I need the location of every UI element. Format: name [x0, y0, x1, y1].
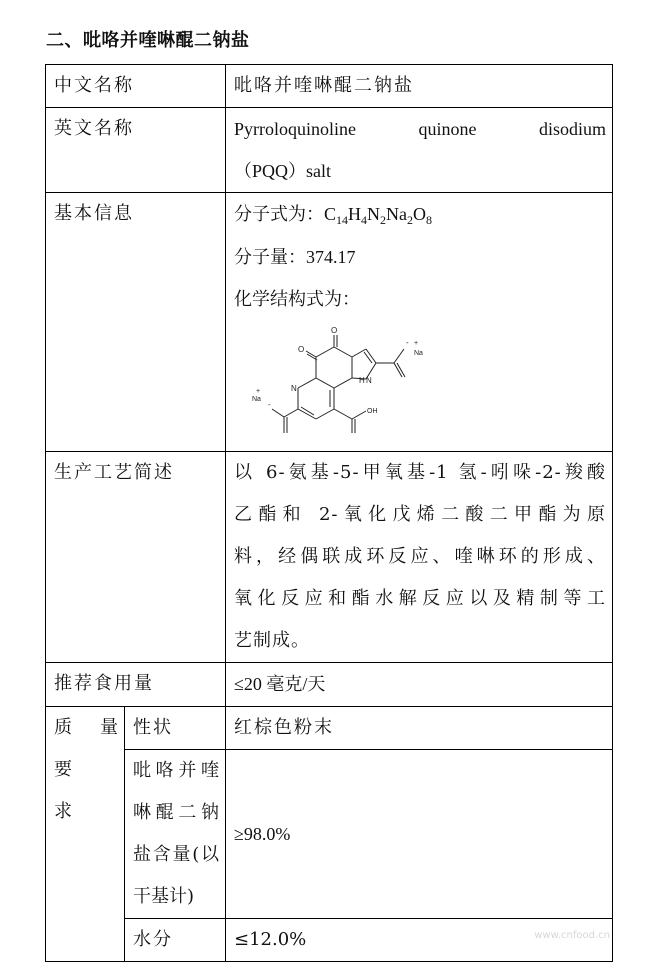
watermark: www.cnfood.cn	[534, 930, 610, 941]
atom-na-right: Na	[414, 350, 423, 357]
quality-label-line1: 质 量 要	[54, 717, 118, 780]
section-title: 二、吡咯并喹啉醌二钠盐	[46, 30, 250, 51]
content-label-line: 盐含量(以	[133, 844, 219, 865]
content-label-line: 啉醌二钠	[133, 802, 219, 823]
table-row	[46, 750, 613, 919]
atom-o-left: O	[298, 345, 305, 354]
atom-minus-right: -	[406, 338, 409, 347]
formula-subscript: 14	[336, 213, 349, 227]
table-row	[46, 919, 613, 962]
value-chinese-name: 吡咯并喹啉醌二钠盐	[226, 65, 613, 108]
process-line: 料，经偶联成环反应、喹啉环的形成、	[234, 546, 606, 567]
atom-o-top: O	[331, 326, 338, 335]
value-content: ≥98.0%	[226, 750, 613, 919]
formula-subscript: 2	[407, 213, 414, 227]
process-line: 氧化反应和酯水解反应以及精制等工	[234, 588, 606, 609]
label-appearance: 性状	[125, 707, 226, 750]
table-row	[46, 108, 613, 193]
atom-na-left: Na	[252, 396, 261, 403]
table-row	[46, 65, 613, 108]
process-line: 以 6-氨基-5-甲氧基-1 氢-吲哚-2-羧酸	[234, 462, 606, 483]
formula-element: N	[367, 204, 381, 224]
formula-element: Na	[386, 204, 408, 224]
atom-plus-right: +	[414, 340, 419, 347]
formula-subscript: 8	[426, 213, 433, 227]
label-basic-info: 基本信息	[46, 193, 226, 452]
molecular-formula: 分子式为：$C_{14}H_4N_2Na_2O_8$	[234, 204, 433, 227]
label-quality	[46, 707, 125, 962]
process-line: 艺制成。	[234, 630, 310, 651]
quality-label-line2: 求	[54, 801, 72, 822]
label-process: 生产工艺简述	[46, 452, 226, 663]
value-dosage: ≤20 毫克/天	[226, 663, 613, 707]
specification-table	[45, 64, 613, 962]
atom-nh: H	[359, 376, 365, 385]
label-chinese-name: 中文名称	[46, 65, 226, 108]
structure-label: 化学结构式为：	[234, 289, 360, 310]
english-name-line1: Pyrroloquinoline quinone disodium	[234, 119, 606, 139]
value-basic-info	[226, 193, 613, 452]
atom-n-ring: N	[291, 384, 297, 393]
label-moisture: 水分	[125, 919, 226, 962]
formula-element: C	[324, 204, 337, 224]
table-row	[46, 452, 613, 663]
label-dosage: 推荐食用量	[46, 663, 226, 707]
value-appearance: 红棕色粉末	[226, 707, 613, 750]
table-row	[46, 193, 613, 452]
chemical-structure-diagram	[234, 325, 434, 449]
english-name-line2: （PQQ）salt	[234, 161, 332, 181]
value-moisture: ≤12.0%	[226, 919, 613, 962]
atom-oh: OH	[367, 408, 378, 415]
label-english-name: 英文名称	[46, 108, 226, 193]
atom-plus-left: +	[256, 388, 261, 395]
molecular-weight: 分子量：374.17	[234, 247, 356, 268]
formula-element: O	[413, 204, 427, 224]
label-content	[125, 750, 226, 919]
content-label-line: 吡咯并喹	[133, 760, 219, 781]
formula-subscript: 4	[361, 213, 368, 227]
atom-minus-left: -	[268, 400, 271, 409]
formula-subscript: 2	[380, 213, 387, 227]
content-label-line: 干基计)	[133, 886, 195, 907]
formula-element: H	[348, 204, 362, 224]
value-process	[226, 452, 613, 663]
value-english-name	[226, 108, 613, 193]
table-row	[46, 707, 613, 750]
process-line: 乙酯和 2-氧化戊烯二酸二甲酯为原	[234, 504, 606, 525]
atom-n-pyrrole: N	[366, 376, 372, 385]
table-row	[46, 663, 613, 707]
